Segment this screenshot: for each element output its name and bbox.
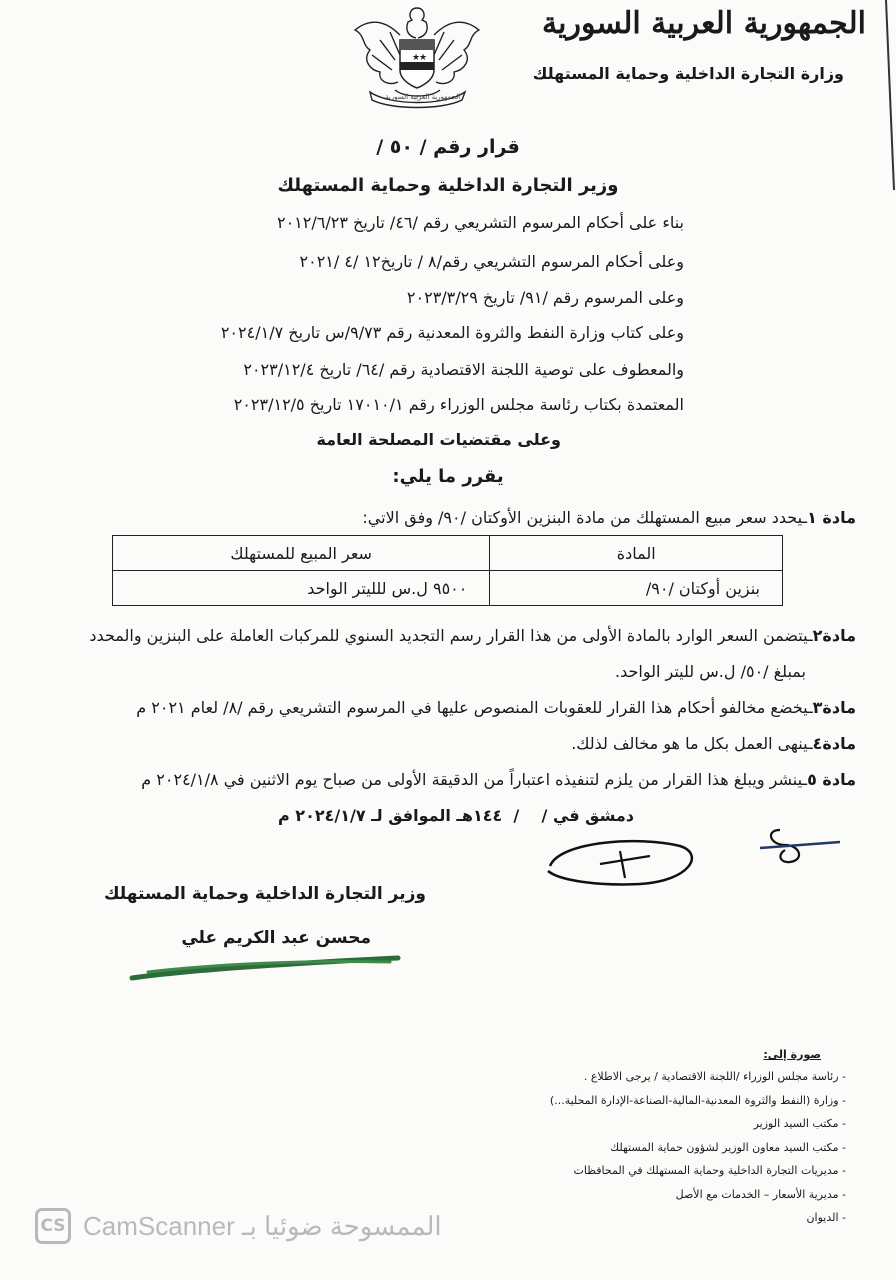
article-2-text: ـيتضمن السعر الوارد بالمادة الأولى من هذا القرار رسم التجديد السنوي للمركبات العاملة على البنزين والمحدد — [89, 626, 813, 645]
preamble-line-2: وعلى أحكام المرسوم التشريعي رقم/٨ / تاريخ١٢ /٤ /٢٠٢١ — [299, 252, 684, 271]
initials-scribble-icon — [755, 820, 845, 870]
list-item: - مكتب السيد معاون الوزير لشؤون حماية المستهلك — [610, 1140, 846, 1154]
table-cell-material: بنزين أوكتان /٩٠/ — [490, 571, 783, 606]
page-edge-icon — [884, 0, 896, 190]
signature-name: محسن عبد الكريم علي — [181, 928, 371, 948]
article-2 — [89, 626, 856, 645]
preamble-line-3: وعلى المرسوم رقم /٩١/ تاريخ ٢٠٢٣/٣/٢٩ — [406, 288, 684, 307]
decides-heading: يقرر ما يلي: — [392, 466, 504, 487]
preamble-line-6: المعتمدة بكتاب رئاسة مجلس الوزراء رقم ١٧٠١٠/١ تاريخ ٢٠٢٣/١٢/٥ — [233, 395, 684, 414]
article-3-text: ـيخضع مخالفو أحكام هذا القرار للعقوبات المنصوص عليها في المرسوم التشريعي رقم /٨/ لعام ٢٠٢١ م — [136, 698, 813, 717]
table-header-row — [113, 536, 783, 571]
table-header-price: سعر المبيع للمستهلك — [113, 536, 490, 571]
watermark-text: CamScanner الممسوحة ضوئيا بـ — [83, 1210, 442, 1241]
list-item: - مديرية الأسعار – الخدمات مع الأصل — [675, 1187, 846, 1201]
article-1-number: مادة ١ — [807, 508, 856, 527]
camscanner-watermark — [35, 1208, 442, 1244]
republic-name: الجمهورية العربية السورية — [542, 6, 866, 41]
list-item: - مكتب السيد الوزير — [753, 1117, 846, 1130]
article-3-number: مادة٣ — [812, 698, 856, 717]
decision-number: قرار رقم / ٥٠ / — [376, 136, 520, 158]
article-1 — [362, 508, 856, 527]
minister-heading: وزير التجارة الداخلية وحماية المستهلك — [277, 175, 619, 196]
green-signature-stroke-icon — [128, 950, 408, 985]
signature-title: وزير التجارة الداخلية وحماية المستهلك — [103, 884, 426, 904]
article-1-text: ـيحدد سعر مبيع المستهلك من مادة البنزين الأوكتان /٩٠/ وفق الاتي: — [362, 508, 808, 527]
article-4-text: ـينهى العمل بكل ما هو مخالف لذلك. — [571, 734, 813, 753]
article-2-continuation: بمبلغ /٥٠/ ل.س لليتر الواحد. — [615, 662, 806, 681]
article-2-number: مادة٢ — [812, 626, 856, 645]
copies-heading: صورة إلى: — [763, 1048, 821, 1061]
list-item: - مديريات التجارة الداخلية وحماية المستهلك في المحافظات — [573, 1164, 846, 1177]
svg-text:★: ★ — [419, 53, 428, 63]
article-5-text: ـينشر ويبلغ هذا القرار من يلزم لتنفيذه اعتباراً من الدقيقة الأولى من صباح يوم الاثنين في ٢٠٢٤/١/٨ م — [141, 770, 808, 789]
ministry-name: وزارة التجارة الداخلية وحماية المستهلك — [532, 64, 844, 83]
list-item: - وزارة (النفط والثروة المعدنية-المالية-الصناعة-الإدارة المحلية...) — [549, 1093, 846, 1107]
preamble-line-4: وعلى كتاب وزارة النفط والثروة المعدنية رقم ٩/٧٣/س تاريخ ٢٠٢٤/١/٧ — [220, 323, 684, 342]
article-4-number: مادة٤ — [812, 734, 856, 753]
list-item: - الديوان — [806, 1211, 846, 1224]
svg-text:★: ★ — [412, 53, 421, 63]
date-line: دمشق في / / ١٤٤هـ الموافق لـ ٢٠٢٤/١/٧ م — [278, 806, 634, 825]
table-header-material: المادة — [490, 536, 783, 571]
table-row — [113, 571, 783, 606]
preamble-line-5: والمعطوف على توصية اللجنة الاقتصادية رقم /٦٤/ تاريخ ٢٠٢٣/١٢/٤ — [243, 360, 684, 379]
camscanner-logo-icon: CS — [35, 1208, 71, 1244]
copies-list — [550, 1070, 846, 1235]
article-3 — [136, 698, 856, 717]
signature-scribble-icon — [540, 826, 710, 896]
emblem-caption: الجمهورية العربية السورية — [385, 93, 461, 101]
table-cell-price: ٩٥٠٠ ل.س للليتر الواحد — [113, 571, 490, 606]
article-5-number: مادة ٥ — [807, 770, 856, 789]
list-item: - رئاسة مجلس الوزراء /اللجنة الاقتصادية / يرجى الاطلاع . — [583, 1070, 846, 1083]
preamble-line-1: بناء على أحكام المرسوم التشريعي رقم /٤٦/ تاريخ ٢٠١٢/٦/٢٣ — [276, 213, 684, 232]
article-4 — [571, 734, 856, 753]
article-5 — [141, 770, 856, 789]
price-table — [112, 535, 783, 606]
preamble-line-7: وعلى مقتضيات المصلحة العامة — [316, 430, 561, 449]
